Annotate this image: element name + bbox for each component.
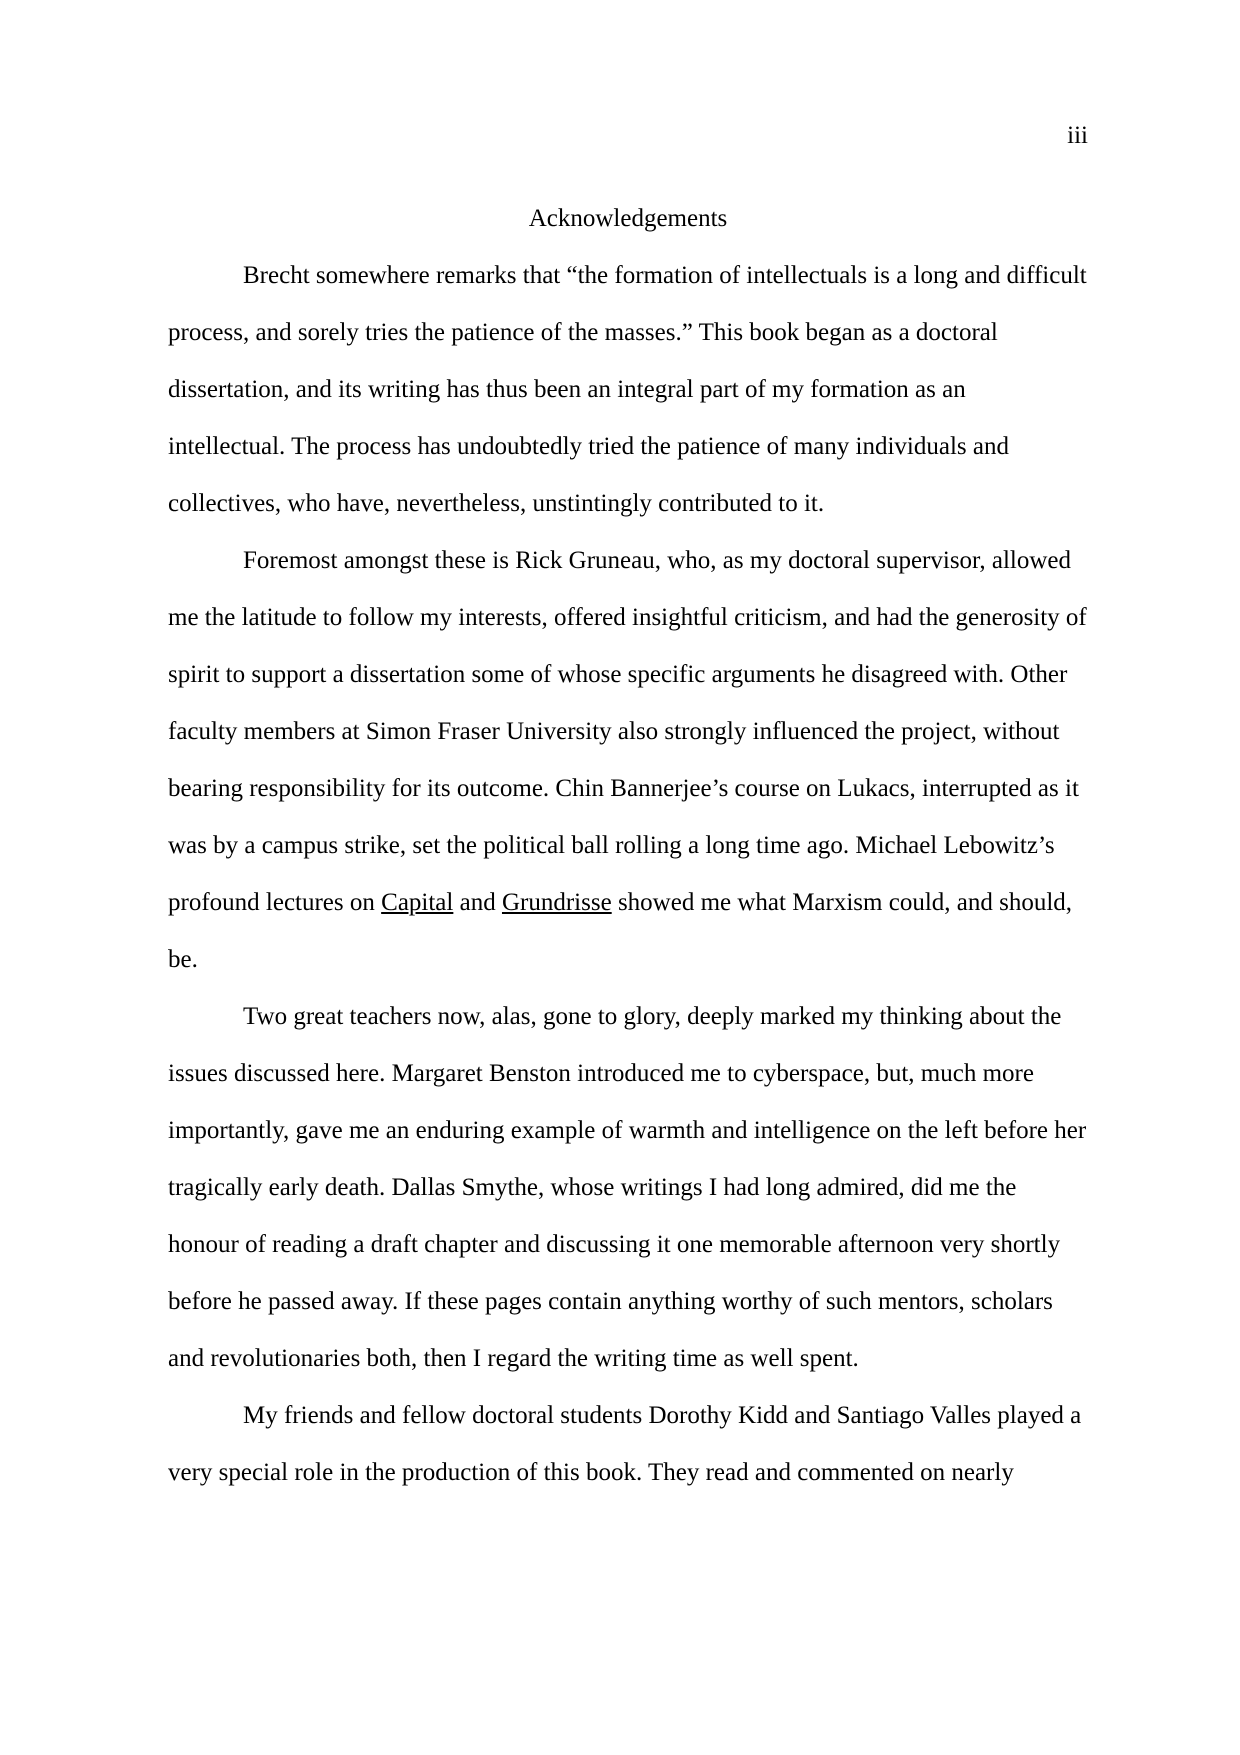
- book-title-capital: Capital: [381, 889, 454, 916]
- paragraph-2-text-between: and: [453, 889, 502, 916]
- paragraph-1: Brecht somewhere remarks that “the formation of intellectuals is a long and difficult process, and sorely tries the patience of the masses.” This book began as a doctoral dissertation, and its writing has thus been an integral part of my formation as an intellectual. The process has undoubtedly tried the patience of many individuals and collectives, who have, nevertheless, unstintingly contributed to it.: [168, 262, 1087, 517]
- book-title-grundrisse: Grundrisse: [501, 889, 612, 916]
- paragraph-4: My friends and fellow doctoral students Dorothy Kidd and Santiago Valles played a very special role in the production of this book. They read and commented on nearly: [168, 1402, 1082, 1486]
- paragraph-2: [168, 532, 1088, 988]
- paragraph-2-text-before: Foremost amongst these is Rick Gruneau, who, as my doctoral supervisor, allowed me the latitude to follow my interests, offered insightful criticism, and had the generosity of spirit to support a dissertation some of whose specific arguments he disagreed with. Other faculty members at Simon Fraser University also strongly influenced the project, without bearing responsibility for its outcome. Chin Bannerjee’s course on Lukacs, interrupted as it was by a campus strike, set the political ball rolling a long time ago. Michael Lebowitz’s profound lectures on: [168, 547, 1087, 916]
- page-number: iii: [1067, 122, 1088, 149]
- paragraph-3: Two great teachers now, alas, gone to glory, deeply marked my thinking about the issues discussed here. Margaret Benston introduced me to cyberspace, but, much more importantly, gave me an enduring example of warmth and intelligence on the left before her tragically early death. Dallas Smythe, whose writings I had long admired, did me the honour of reading a draft chapter and discussing it one memorable afternoon very shortly before he passed away. If these pages contain anything worthy of such mentors, scholars and revolutionaries both, then I regard the writing time as well spent.: [168, 1003, 1087, 1372]
- page-content: [168, 190, 1088, 1501]
- paragraph-2-text-after: showed me what Marxism could, and should, be.: [168, 889, 1073, 973]
- page-title: Acknowledgements: [528, 205, 728, 232]
